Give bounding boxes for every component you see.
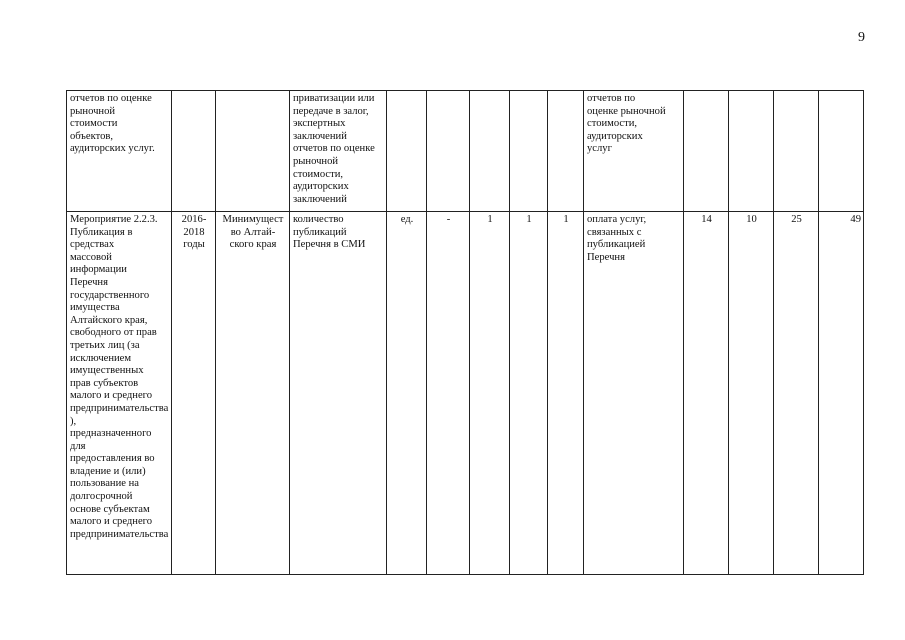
cell-expense-direction: отчетов по оценке рыночной стоимости, аудиторских услуг (584, 91, 684, 212)
cell-unit (387, 91, 427, 212)
table-row (67, 91, 864, 212)
cell-value: - (427, 212, 470, 575)
cell-amount-total (819, 91, 864, 212)
table-row (67, 212, 864, 575)
cell-amount-total: 49 (819, 212, 864, 575)
cell-value (510, 91, 548, 212)
cell-period (172, 91, 216, 212)
cell-amount (684, 91, 729, 212)
cell-indicator: приватизации или передаче в залог, экспертных заключений отчетов по оценке рыночной стоимости, аудиторских заключений (290, 91, 387, 212)
cell-value (470, 91, 510, 212)
cell-measure-name: отчетов по оценке рыночной стоимости объектов, аудиторских услуг. (67, 91, 172, 212)
cell-amount: 14 (684, 212, 729, 575)
cell-amount (729, 91, 774, 212)
cell-executor: Минимущест во Алтай- ского края (216, 212, 290, 575)
cell-value (427, 91, 470, 212)
cell-value: 1 (470, 212, 510, 575)
cell-unit: ед. (387, 212, 427, 575)
program-table (66, 90, 864, 575)
cell-amount: 10 (729, 212, 774, 575)
cell-period: 2016- 2018 годы (172, 212, 216, 575)
cell-executor (216, 91, 290, 212)
cell-indicator: количество публикаций Перечня в СМИ (290, 212, 387, 575)
cell-measure-name: Мероприятие 2.2.3. Публикация в средствах массовой информации Перечня государственного имущества Алтайского края, свободного от прав третьих лиц (за исключением имущественных прав субъектов малого и среднего предпринимательства), предназначенного для предоставления во владение и (или) пользование на долгосрочной основе субъектам малого и среднего предпринимательства (67, 212, 172, 575)
cell-amount (774, 91, 819, 212)
cell-value: 1 (510, 212, 548, 575)
page-number: 9 (858, 30, 865, 45)
cell-value: 1 (548, 212, 584, 575)
cell-value (548, 91, 584, 212)
cell-expense-direction: оплата услуг, связанных с публикацией Перечня (584, 212, 684, 575)
cell-amount: 25 (774, 212, 819, 575)
